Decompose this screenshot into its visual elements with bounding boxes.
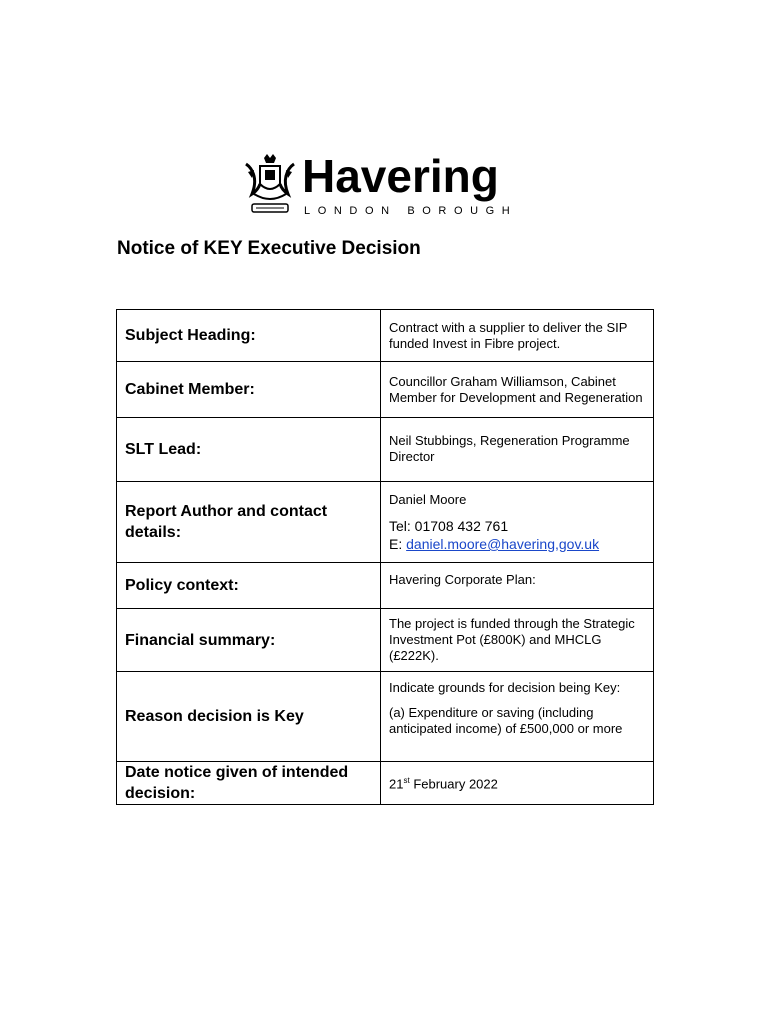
- author-email-link[interactable]: daniel.moore@havering,gov.uk: [406, 536, 600, 552]
- row-value: [381, 418, 654, 482]
- row-value: [381, 762, 654, 805]
- row-label: Cabinet Member:: [117, 362, 381, 418]
- author-tel: Tel: 01708 432 761: [389, 518, 509, 534]
- row-value: [381, 310, 654, 362]
- table-row: [117, 609, 654, 672]
- table-row: [117, 482, 654, 563]
- coat-of-arms-icon: [244, 154, 296, 216]
- table-row: [117, 418, 654, 482]
- table-row: [117, 563, 654, 609]
- value-text: Councillor Graham Williamson, Cabinet Member for Development and Regeneration: [389, 373, 643, 405]
- value-text: Neil Stubbings, Regeneration Programme Director: [389, 433, 630, 464]
- row-value: [381, 609, 654, 672]
- row-label: Financial summary:: [117, 609, 381, 672]
- value-text: Indicate grounds for decision being Key:: [389, 680, 621, 695]
- havering-logo: [244, 150, 534, 220]
- row-value: [381, 563, 654, 609]
- date-day: 21: [389, 776, 404, 792]
- document-title: Notice of KEY Executive Decision: [117, 238, 421, 259]
- author-email-line: [389, 535, 645, 553]
- table-row: [117, 672, 654, 762]
- logo-subtitle: LONDON BOROUGH: [304, 205, 518, 217]
- row-label: Reason decision is Key: [117, 672, 381, 762]
- date-suffix: st: [403, 776, 410, 786]
- row-value: [381, 672, 654, 762]
- logo-wordmark: Havering: [302, 150, 499, 202]
- table-row: [117, 362, 654, 418]
- table-row: [117, 762, 654, 805]
- decision-table: [116, 309, 654, 805]
- value-text: The project is funded through the Strategic Investment Pot (£800K) and MHCLG (£222K).: [389, 616, 635, 663]
- row-value: [381, 362, 654, 418]
- table-row: [117, 310, 654, 362]
- value-text: Contract with a supplier to deliver the SIP funded Invest in Fibre project.: [389, 319, 628, 351]
- email-prefix: E:: [389, 536, 407, 552]
- row-value: [381, 482, 654, 563]
- date-rest: February 2022: [409, 776, 498, 792]
- row-label: Policy context:: [117, 563, 381, 609]
- value-text: Havering Corporate Plan:: [389, 572, 536, 587]
- author-name: Daniel Moore: [389, 492, 467, 507]
- value-text: (a) Expenditure or saving (including anticipated income) of £500,000 or more: [389, 705, 623, 736]
- row-label: SLT Lead:: [117, 418, 381, 482]
- notice-date: [389, 773, 645, 792]
- row-label: Subject Heading:: [117, 310, 381, 362]
- row-label: Date notice given of intended decision:: [117, 762, 381, 805]
- row-label: Report Author and contact details:: [117, 482, 381, 563]
